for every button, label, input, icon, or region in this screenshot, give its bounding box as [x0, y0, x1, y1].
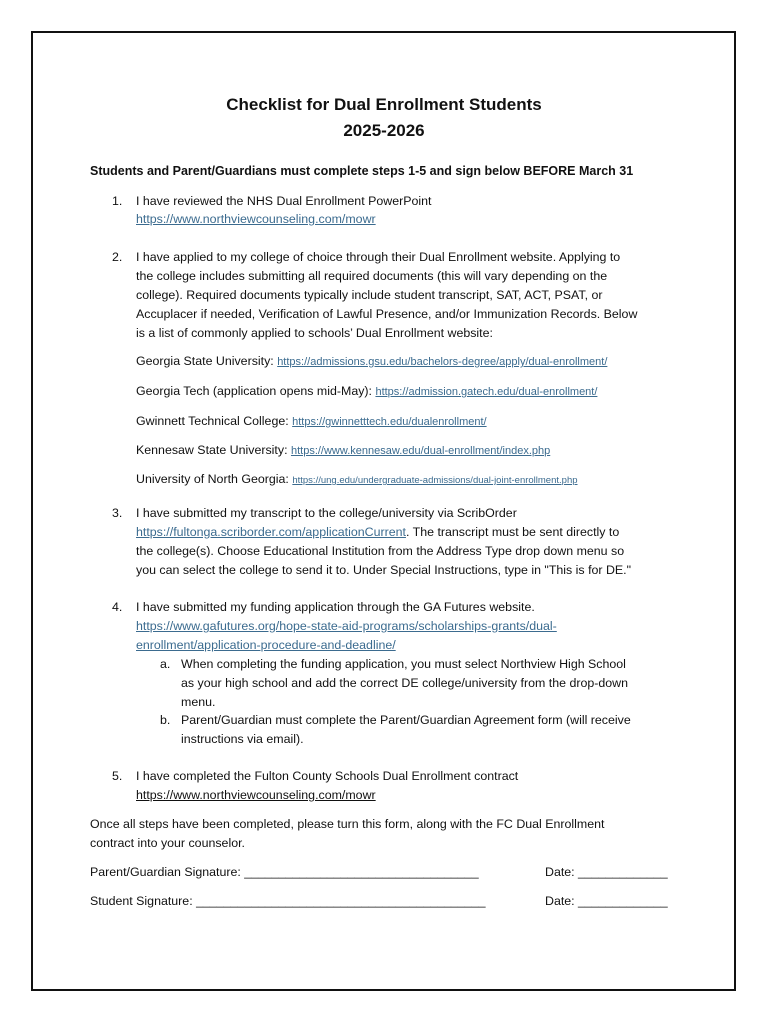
closing-text: Once all steps have been completed, please turn this form, along with the FC Dual Enrollment — [90, 817, 605, 831]
substep-a-letter: a. — [160, 657, 171, 671]
step-3-line: the college(s). Choose Educational Institution from the Address Type drop down menu so — [136, 544, 625, 558]
page-year: 2025-2026 — [343, 121, 425, 140]
step-2-line: the college includes submitting all required documents (this will vary depending on the — [136, 269, 608, 283]
parent-date-line[interactable]: Date: _____________ — [545, 865, 668, 879]
substep-b-letter: b. — [160, 713, 171, 727]
instructions-heading: Students and Parent/Guardians must complete steps 1-5 and sign below BEFORE March 31 — [90, 164, 634, 178]
step-1-number: 1. — [112, 194, 123, 208]
student-signature-line[interactable]: Student Signature: __________________________________________ — [90, 894, 486, 908]
substep-b-line: instructions via email). — [181, 732, 304, 746]
step-5-number: 5. — [112, 769, 123, 783]
substep-b-line: Parent/Guardian must complete the Parent/Guardian Agreement form (will receive — [181, 713, 631, 727]
school-name: Kennesaw State University: — [136, 443, 291, 457]
step-2-line: Accuplacer if needed, Verification of Lawful Presence, and/or Immunization Records. Below — [136, 307, 638, 321]
school-item-gwinnett — [136, 412, 487, 432]
school-item-ung — [136, 470, 578, 490]
school-item-gatech — [136, 382, 597, 402]
step-1-link[interactable]: https://www.northviewcounseling.com/mowr — [136, 212, 376, 226]
student-date-line[interactable]: Date: _____________ — [545, 894, 668, 908]
school-item-kennesaw — [136, 441, 550, 461]
step-2-line: I have applied to my college of choice through their Dual Enrollment website. Applying to — [136, 250, 621, 264]
step-3-text-cont: . The transcript must be sent directly to — [405, 525, 620, 539]
substep-a-line: When completing the funding application, you must select Northview High School — [181, 657, 626, 671]
step-2-line: college). Required documents typically include student transcript, SAT, ACT, PSAT, or — [136, 288, 603, 302]
step-3-line — [136, 523, 619, 542]
school-name: University of North Georgia: — [136, 472, 293, 486]
school-link[interactable]: https://admissions.gsu.edu/bachelors-degree/apply/dual-enrollment/ — [277, 356, 608, 368]
school-link[interactable]: https://ung.edu/undergraduate-admissions/dual-joint-enrollment.php — [292, 475, 578, 486]
school-name: Gwinnett Technical College: — [136, 414, 293, 428]
school-name: Georgia Tech (application opens mid-May): — [136, 384, 376, 398]
parent-signature-line[interactable]: Parent/Guardian Signature: __________________________________ — [90, 865, 479, 879]
school-link[interactable]: https://gwinnetttech.edu/dualenrollment/ — [292, 416, 487, 428]
step-5-link[interactable]: https://www.northviewcounseling.com/mowr — [136, 788, 376, 802]
step-3-text: I have submitted my transcript to the college/university via ScribOrder — [136, 506, 517, 520]
step-3-number: 3. — [112, 506, 123, 520]
gafutures-link-cont[interactable]: enrollment/application-procedure-and-deadline/ — [136, 638, 396, 652]
substep-a-line: as your high school and add the correct DE college/university from the drop-down — [181, 676, 628, 690]
page-title: Checklist for Dual Enrollment Students — [226, 95, 542, 114]
gafutures-link[interactable]: https://www.gafutures.org/hope-state-aid-programs/scholarships-grants/dual- — [136, 619, 557, 633]
step-2-line: is a list of commonly applied to schools’ Dual Enrollment website: — [136, 326, 493, 340]
step-1-text: I have reviewed the NHS Dual Enrollment PowerPoint — [136, 194, 432, 208]
school-link[interactable]: https://www.kennesaw.edu/dual-enrollment/index.php — [290, 445, 551, 457]
step-5-text: I have completed the Fulton County Schools Dual Enrollment contract — [136, 769, 519, 783]
substep-a-line: menu. — [181, 695, 216, 709]
scriborder-link[interactable]: https://fultonga.scriborder.com/applicationCurrent — [136, 525, 406, 539]
school-item-gsu — [136, 352, 607, 372]
step-4-text: I have submitted my funding application through the GA Futures website. — [136, 600, 535, 614]
school-link[interactable]: https://admission.gatech.edu/dual-enrollment/ — [375, 386, 598, 398]
closing-text: contract into your counselor. — [90, 836, 245, 850]
step-4-number: 4. — [112, 600, 123, 614]
school-name: Georgia State University: — [136, 354, 278, 368]
step-2-number: 2. — [112, 250, 123, 264]
step-3-line: you can select the college to send it to. Under Special Instructions, type in "This is for DE." — [136, 563, 632, 577]
